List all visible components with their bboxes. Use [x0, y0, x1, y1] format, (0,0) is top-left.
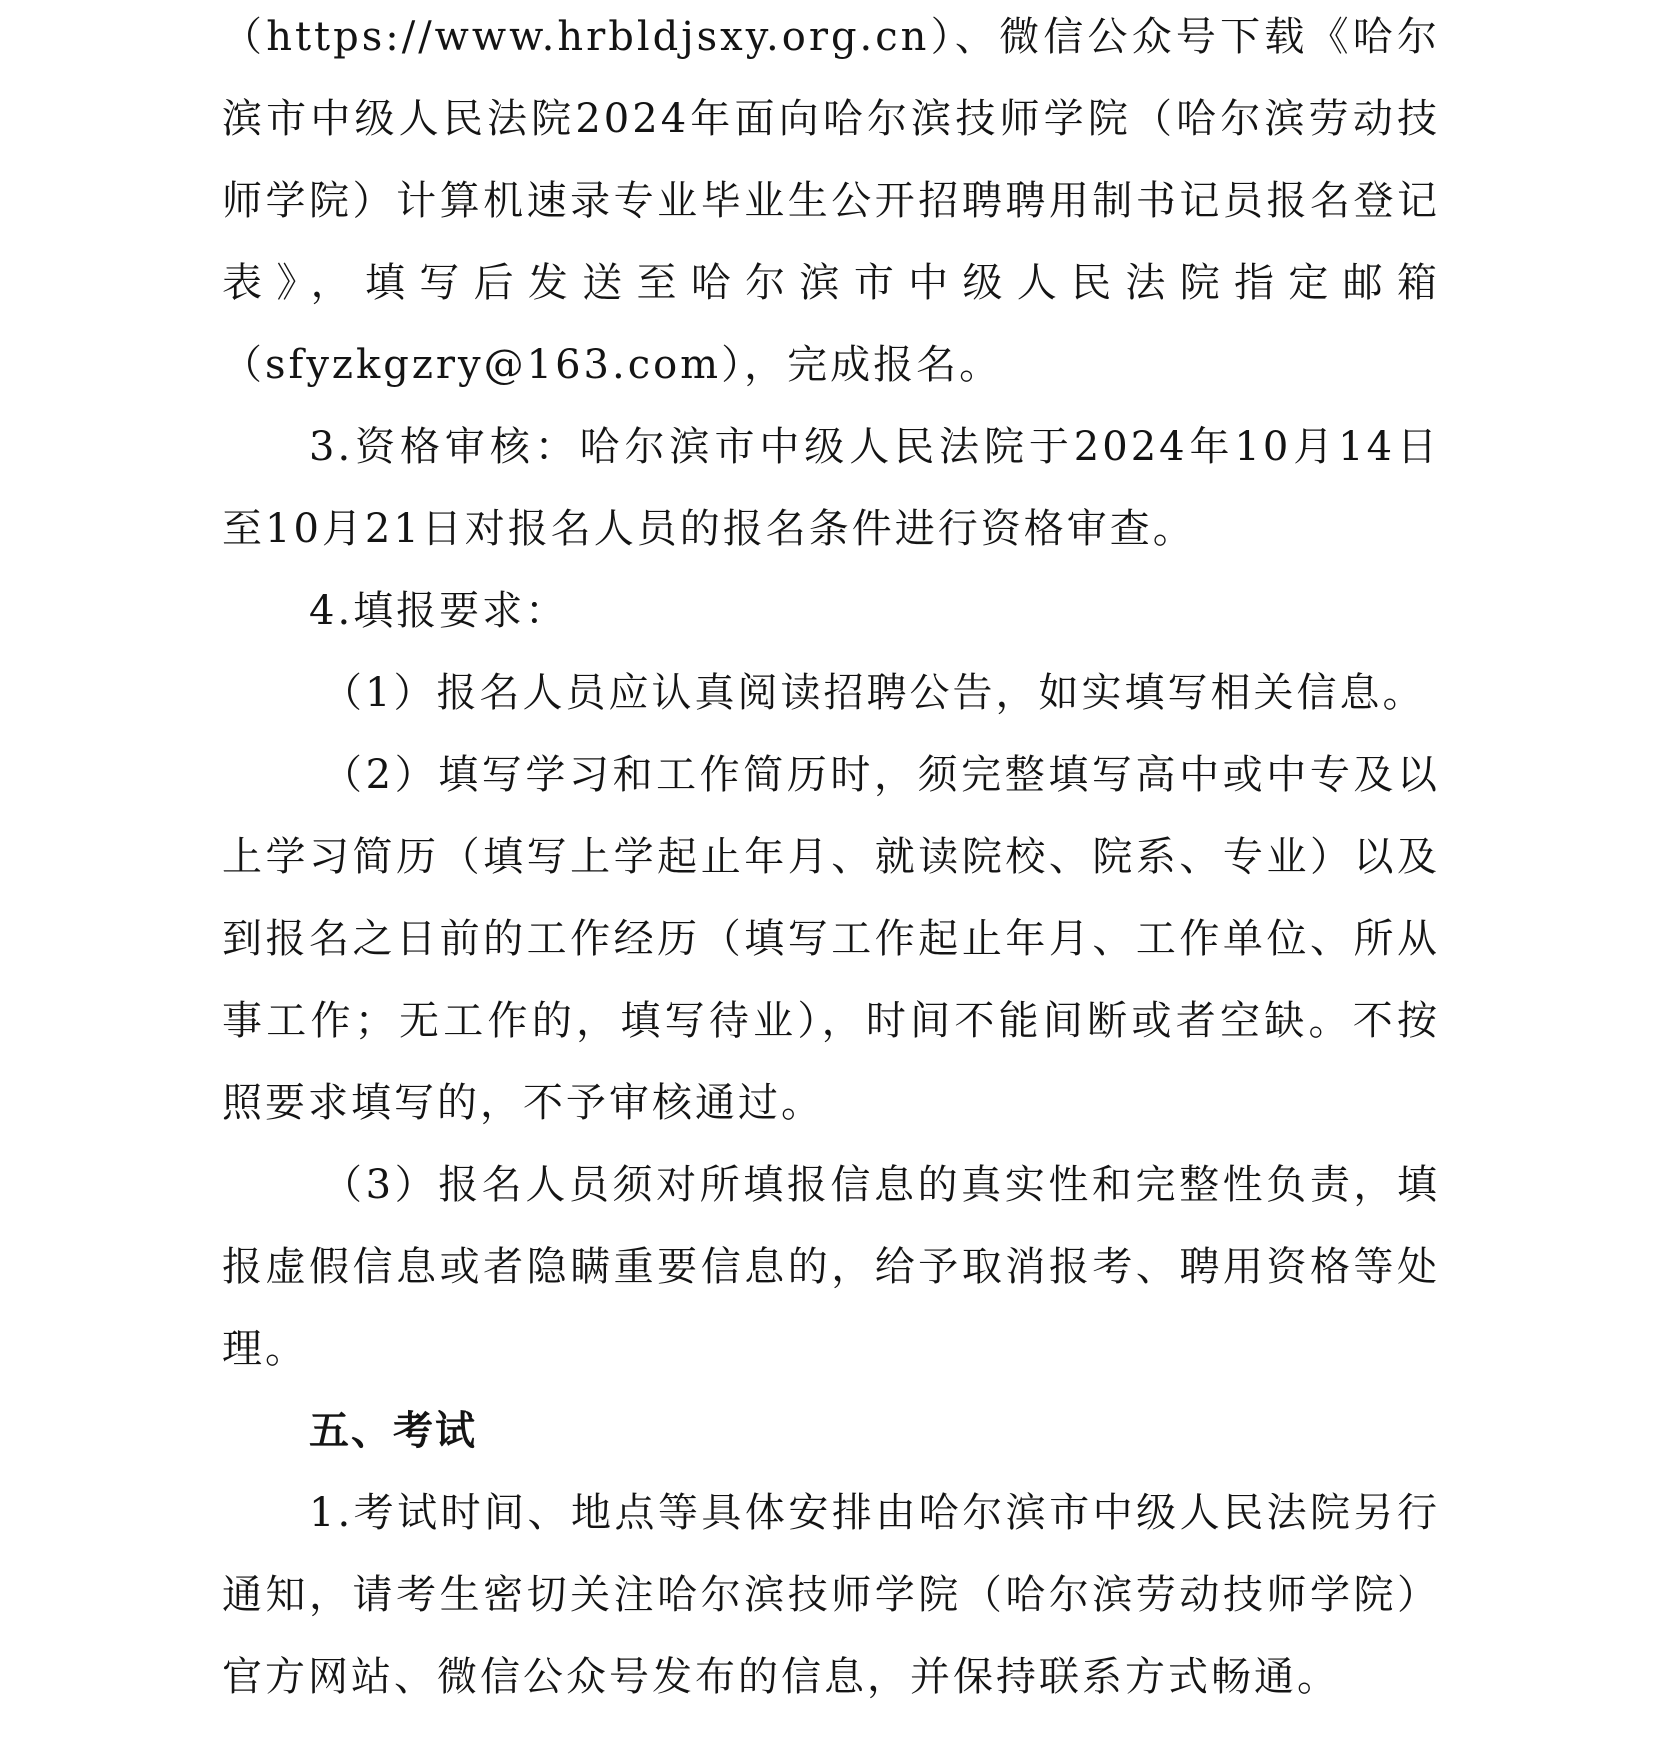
paragraph-requirement-3: （3）报名人员须对所填报信息的真实性和完整性负责，填报虚假信息或者隐瞒重要信息的，给予取消报考、聘用资格等处理。	[222, 1162, 1440, 1372]
paragraph-qualification-review: 3.资格审核：哈尔滨市中级人民法院于2024年10月14日至10月21日对报名人员的报名条件进行资格审查。	[222, 424, 1440, 552]
paragraph-requirement-2: （2）填写学习和工作简历时，须完整填写高中或中专及以上学习简历（填写上学起止年月、就读院校、院系、专业）以及到报名之日前的工作经历（填写工作起止年月、工作单位、所从事工作；无工作的，填写待业），时间不能间断或者空缺。不按照要求填写的，不予审核通过。	[222, 752, 1440, 1126]
paragraph-requirement-1: （1）报名人员应认真阅读招聘公告，如实填写相关信息。	[322, 670, 1426, 716]
section-heading-exam: 五、考试	[309, 1408, 477, 1454]
paragraph-registration-continued: （https://www.hrbldjsxy.org.cn）、微信公众号下载《哈尔滨市中级人民法院2024年面向哈尔滨技师学院（哈尔滨劳动技师学院）计算机速录专业毕业生公开招聘聘用制书记员报名登记表》，填写后发送至哈尔滨市中级人民法院指定邮箱（sfyzkgzry@163.com），完成报名。	[222, 14, 1440, 388]
document-body	[222, 0, 1440, 1718]
paragraph-filing-requirements-title: 4.填报要求：	[309, 588, 569, 634]
paragraph-exam-arrangement: 1.考试时间、地点等具体安排由哈尔滨市中级人民法院另行通知，请考生密切关注哈尔滨技师学院（哈尔滨劳动技师学院）官方网站、微信公众号发布的信息，并保持联系方式畅通。	[222, 1490, 1440, 1700]
